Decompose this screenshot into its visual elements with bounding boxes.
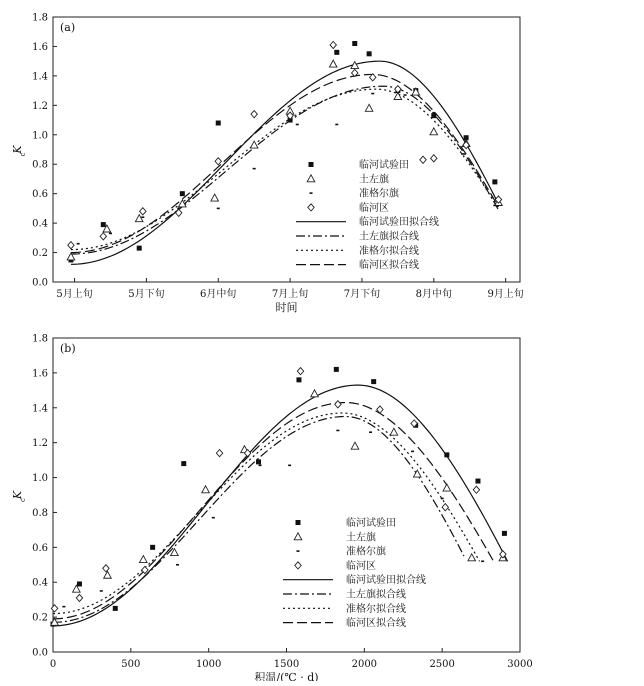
x-tick-label: 8月中旬 bbox=[415, 289, 452, 300]
x-tick-label: 5月上旬 bbox=[56, 289, 93, 300]
data-point-series-2 bbox=[335, 124, 338, 126]
y-tick-label: 1.6 bbox=[32, 368, 48, 380]
fit-curve-solid bbox=[53, 385, 508, 626]
legend-label: 临河区 bbox=[346, 560, 376, 572]
x-axis-label: 时间 bbox=[275, 301, 298, 314]
data-point-series-1 bbox=[443, 484, 451, 491]
legend-label: 土左旗拟合线 bbox=[359, 231, 419, 243]
legend-label: 临河区拟合线 bbox=[359, 260, 419, 272]
data-point-series-2 bbox=[404, 94, 407, 96]
data-point-series-0 bbox=[137, 246, 142, 251]
x-tick-label: 1500 bbox=[273, 659, 300, 670]
data-point-series-1 bbox=[390, 428, 398, 435]
data-point-series-2 bbox=[109, 233, 112, 235]
data-point-series-0 bbox=[492, 179, 497, 184]
data-point-series-2 bbox=[176, 564, 179, 566]
y-axis-label-subscript: c bbox=[19, 152, 27, 157]
data-point-series-0 bbox=[367, 51, 372, 56]
legend-label: 准格尔拟合线 bbox=[359, 245, 419, 257]
data-point-series-2 bbox=[212, 517, 215, 519]
data-point-series-0 bbox=[180, 191, 185, 196]
data-point-series-1 bbox=[202, 486, 210, 493]
data-point-series-0 bbox=[475, 479, 480, 484]
legend-marker bbox=[310, 192, 313, 194]
legend-marker bbox=[309, 162, 314, 167]
data-point-series-3 bbox=[51, 605, 57, 612]
legend-label: 临河区 bbox=[359, 202, 389, 214]
data-point-series-1 bbox=[468, 554, 476, 561]
data-point-series-2 bbox=[336, 430, 339, 432]
data-point-series-3 bbox=[68, 242, 74, 249]
data-point-series-3 bbox=[176, 209, 182, 216]
data-point-series-2 bbox=[432, 112, 435, 114]
y-tick-label: 0.4 bbox=[32, 577, 48, 589]
data-point-series-2 bbox=[461, 153, 464, 155]
data-point-series-1 bbox=[139, 556, 147, 563]
x-tick-label: 3000 bbox=[507, 659, 533, 670]
y-tick-label: 0.2 bbox=[32, 248, 48, 260]
data-point-series-1 bbox=[394, 93, 402, 100]
legend-marker bbox=[297, 550, 300, 552]
data-point-series-0 bbox=[256, 459, 261, 464]
legend-label: 准格尔旗 bbox=[359, 188, 399, 200]
data-point-series-2 bbox=[77, 243, 80, 245]
y-tick-label: 1.0 bbox=[32, 473, 48, 485]
x-tick-label: 7月上旬 bbox=[271, 289, 309, 300]
data-point-series-0 bbox=[181, 461, 186, 466]
data-point-series-3 bbox=[140, 208, 146, 215]
y-tick-label: 0.4 bbox=[32, 218, 48, 230]
y-tick-label: 0.6 bbox=[32, 542, 48, 554]
data-point-series-2 bbox=[62, 606, 65, 608]
data-point-series-2 bbox=[411, 451, 414, 453]
data-point-series-3 bbox=[297, 368, 303, 375]
data-point-series-2 bbox=[371, 93, 374, 95]
panel-label: (a) bbox=[60, 21, 76, 34]
legend-marker bbox=[308, 204, 314, 211]
data-point-series-3 bbox=[442, 504, 448, 511]
legend-label: 临河试验田拟合线 bbox=[346, 575, 426, 587]
data-point-series-2 bbox=[141, 216, 144, 218]
data-point-series-2 bbox=[288, 465, 291, 467]
data-point-series-2 bbox=[369, 431, 372, 433]
data-point-series-1 bbox=[250, 141, 258, 148]
data-point-series-2 bbox=[296, 124, 299, 126]
data-point-series-2 bbox=[441, 498, 444, 500]
chart-panel-a bbox=[11, 13, 524, 315]
y-tick-label: 0.6 bbox=[32, 189, 48, 201]
data-point-series-0 bbox=[334, 367, 339, 372]
data-point-series-3 bbox=[431, 155, 437, 162]
data-point-series-1 bbox=[211, 194, 219, 201]
data-point-series-3 bbox=[76, 594, 82, 601]
data-point-series-2 bbox=[481, 560, 484, 562]
legend-label: 准格尔拟合线 bbox=[346, 603, 406, 615]
data-point-series-0 bbox=[150, 545, 155, 550]
legend-marker bbox=[294, 533, 302, 540]
data-point-series-0 bbox=[371, 379, 376, 384]
data-point-series-1 bbox=[135, 215, 143, 222]
data-point-series-3 bbox=[335, 401, 341, 408]
legend-label: 临河试验田 bbox=[359, 160, 409, 171]
fit-curve-dashed bbox=[53, 403, 494, 619]
data-point-series-3 bbox=[251, 111, 257, 118]
legend-label: 临河区拟合线 bbox=[346, 618, 406, 630]
x-tick-label: 1000 bbox=[195, 659, 222, 670]
data-point-series-3 bbox=[330, 41, 336, 48]
legend-marker bbox=[296, 520, 301, 525]
fit-curve-dashdot bbox=[71, 86, 498, 254]
legend-label: 准格尔旗 bbox=[346, 546, 386, 558]
x-axis-label: 积温/(℃ · d) bbox=[254, 671, 319, 681]
legend-label: 土左旗 bbox=[346, 532, 376, 544]
x-tick-label: 0 bbox=[49, 659, 57, 670]
data-point-series-1 bbox=[412, 88, 420, 95]
data-point-series-1 bbox=[104, 571, 112, 578]
y-axis-label-subscript: c bbox=[19, 498, 27, 502]
x-tick-label: 2000 bbox=[351, 659, 378, 670]
x-tick-label: 7月下旬 bbox=[343, 289, 381, 300]
data-point-series-2 bbox=[493, 205, 496, 207]
data-point-series-3 bbox=[216, 450, 222, 457]
y-tick-label: 0.0 bbox=[32, 647, 48, 659]
data-point-series-1 bbox=[365, 104, 373, 111]
data-point-series-3 bbox=[103, 565, 109, 572]
panel-label: (b) bbox=[60, 342, 76, 355]
y-tick-label: 1.4 bbox=[32, 71, 48, 83]
y-tick-label: 0.2 bbox=[32, 612, 48, 624]
data-point-series-3 bbox=[473, 486, 479, 493]
legend-label: 临河试验田拟合线 bbox=[359, 217, 439, 229]
data-point-series-3 bbox=[420, 156, 426, 163]
y-tick-label: 1.2 bbox=[32, 100, 48, 112]
data-point-series-0 bbox=[431, 113, 436, 118]
chart-panel-b bbox=[11, 334, 533, 682]
data-point-series-0 bbox=[113, 606, 118, 611]
legend-label: 土左旗拟合线 bbox=[346, 589, 406, 601]
x-tick-label: 2500 bbox=[429, 659, 455, 670]
y-tick-label: 1.4 bbox=[32, 403, 48, 415]
data-point-series-0 bbox=[296, 377, 301, 382]
data-point-series-0 bbox=[502, 531, 507, 536]
y-tick-label: 1.8 bbox=[32, 12, 48, 24]
data-point-series-1 bbox=[329, 60, 337, 67]
plot-frame bbox=[53, 338, 520, 652]
data-point-series-1 bbox=[351, 442, 359, 449]
data-point-series-0 bbox=[101, 222, 106, 227]
data-point-series-3 bbox=[215, 158, 221, 165]
y-tick-label: 0.0 bbox=[32, 277, 48, 289]
data-point-series-3 bbox=[100, 233, 106, 240]
legend-label: 临河试验田 bbox=[346, 518, 396, 529]
y-tick-label: 1.2 bbox=[32, 438, 48, 450]
y-axis-label: K bbox=[11, 145, 24, 154]
data-point-series-0 bbox=[77, 581, 82, 586]
data-point-series-2 bbox=[100, 590, 103, 592]
x-tick-label: 6月中旬 bbox=[200, 289, 237, 300]
y-tick-label: 0.8 bbox=[32, 159, 48, 171]
x-tick-label: 9月上旬 bbox=[487, 289, 524, 300]
fit-curve-solid bbox=[71, 61, 498, 264]
data-point-series-0 bbox=[444, 452, 449, 457]
legend-label: 土左旗 bbox=[359, 174, 389, 186]
y-axis-label: K bbox=[11, 490, 24, 500]
data-point-series-1 bbox=[430, 128, 438, 135]
data-point-series-0 bbox=[334, 50, 339, 55]
y-tick-label: 1.0 bbox=[32, 130, 48, 142]
y-tick-label: 1.6 bbox=[32, 41, 48, 53]
data-point-series-2 bbox=[253, 168, 256, 170]
legend-marker bbox=[307, 175, 315, 182]
y-tick-label: 1.8 bbox=[32, 333, 48, 345]
data-point-series-0 bbox=[216, 121, 221, 126]
x-tick-label: 500 bbox=[121, 659, 141, 670]
data-point-series-1 bbox=[311, 390, 319, 397]
legend-marker bbox=[295, 562, 301, 569]
data-point-series-0 bbox=[352, 41, 357, 46]
data-point-series-2 bbox=[259, 465, 262, 467]
x-tick-label: 5月下旬 bbox=[128, 289, 165, 300]
y-tick-label: 0.8 bbox=[32, 507, 48, 519]
data-point-series-2 bbox=[217, 208, 220, 210]
